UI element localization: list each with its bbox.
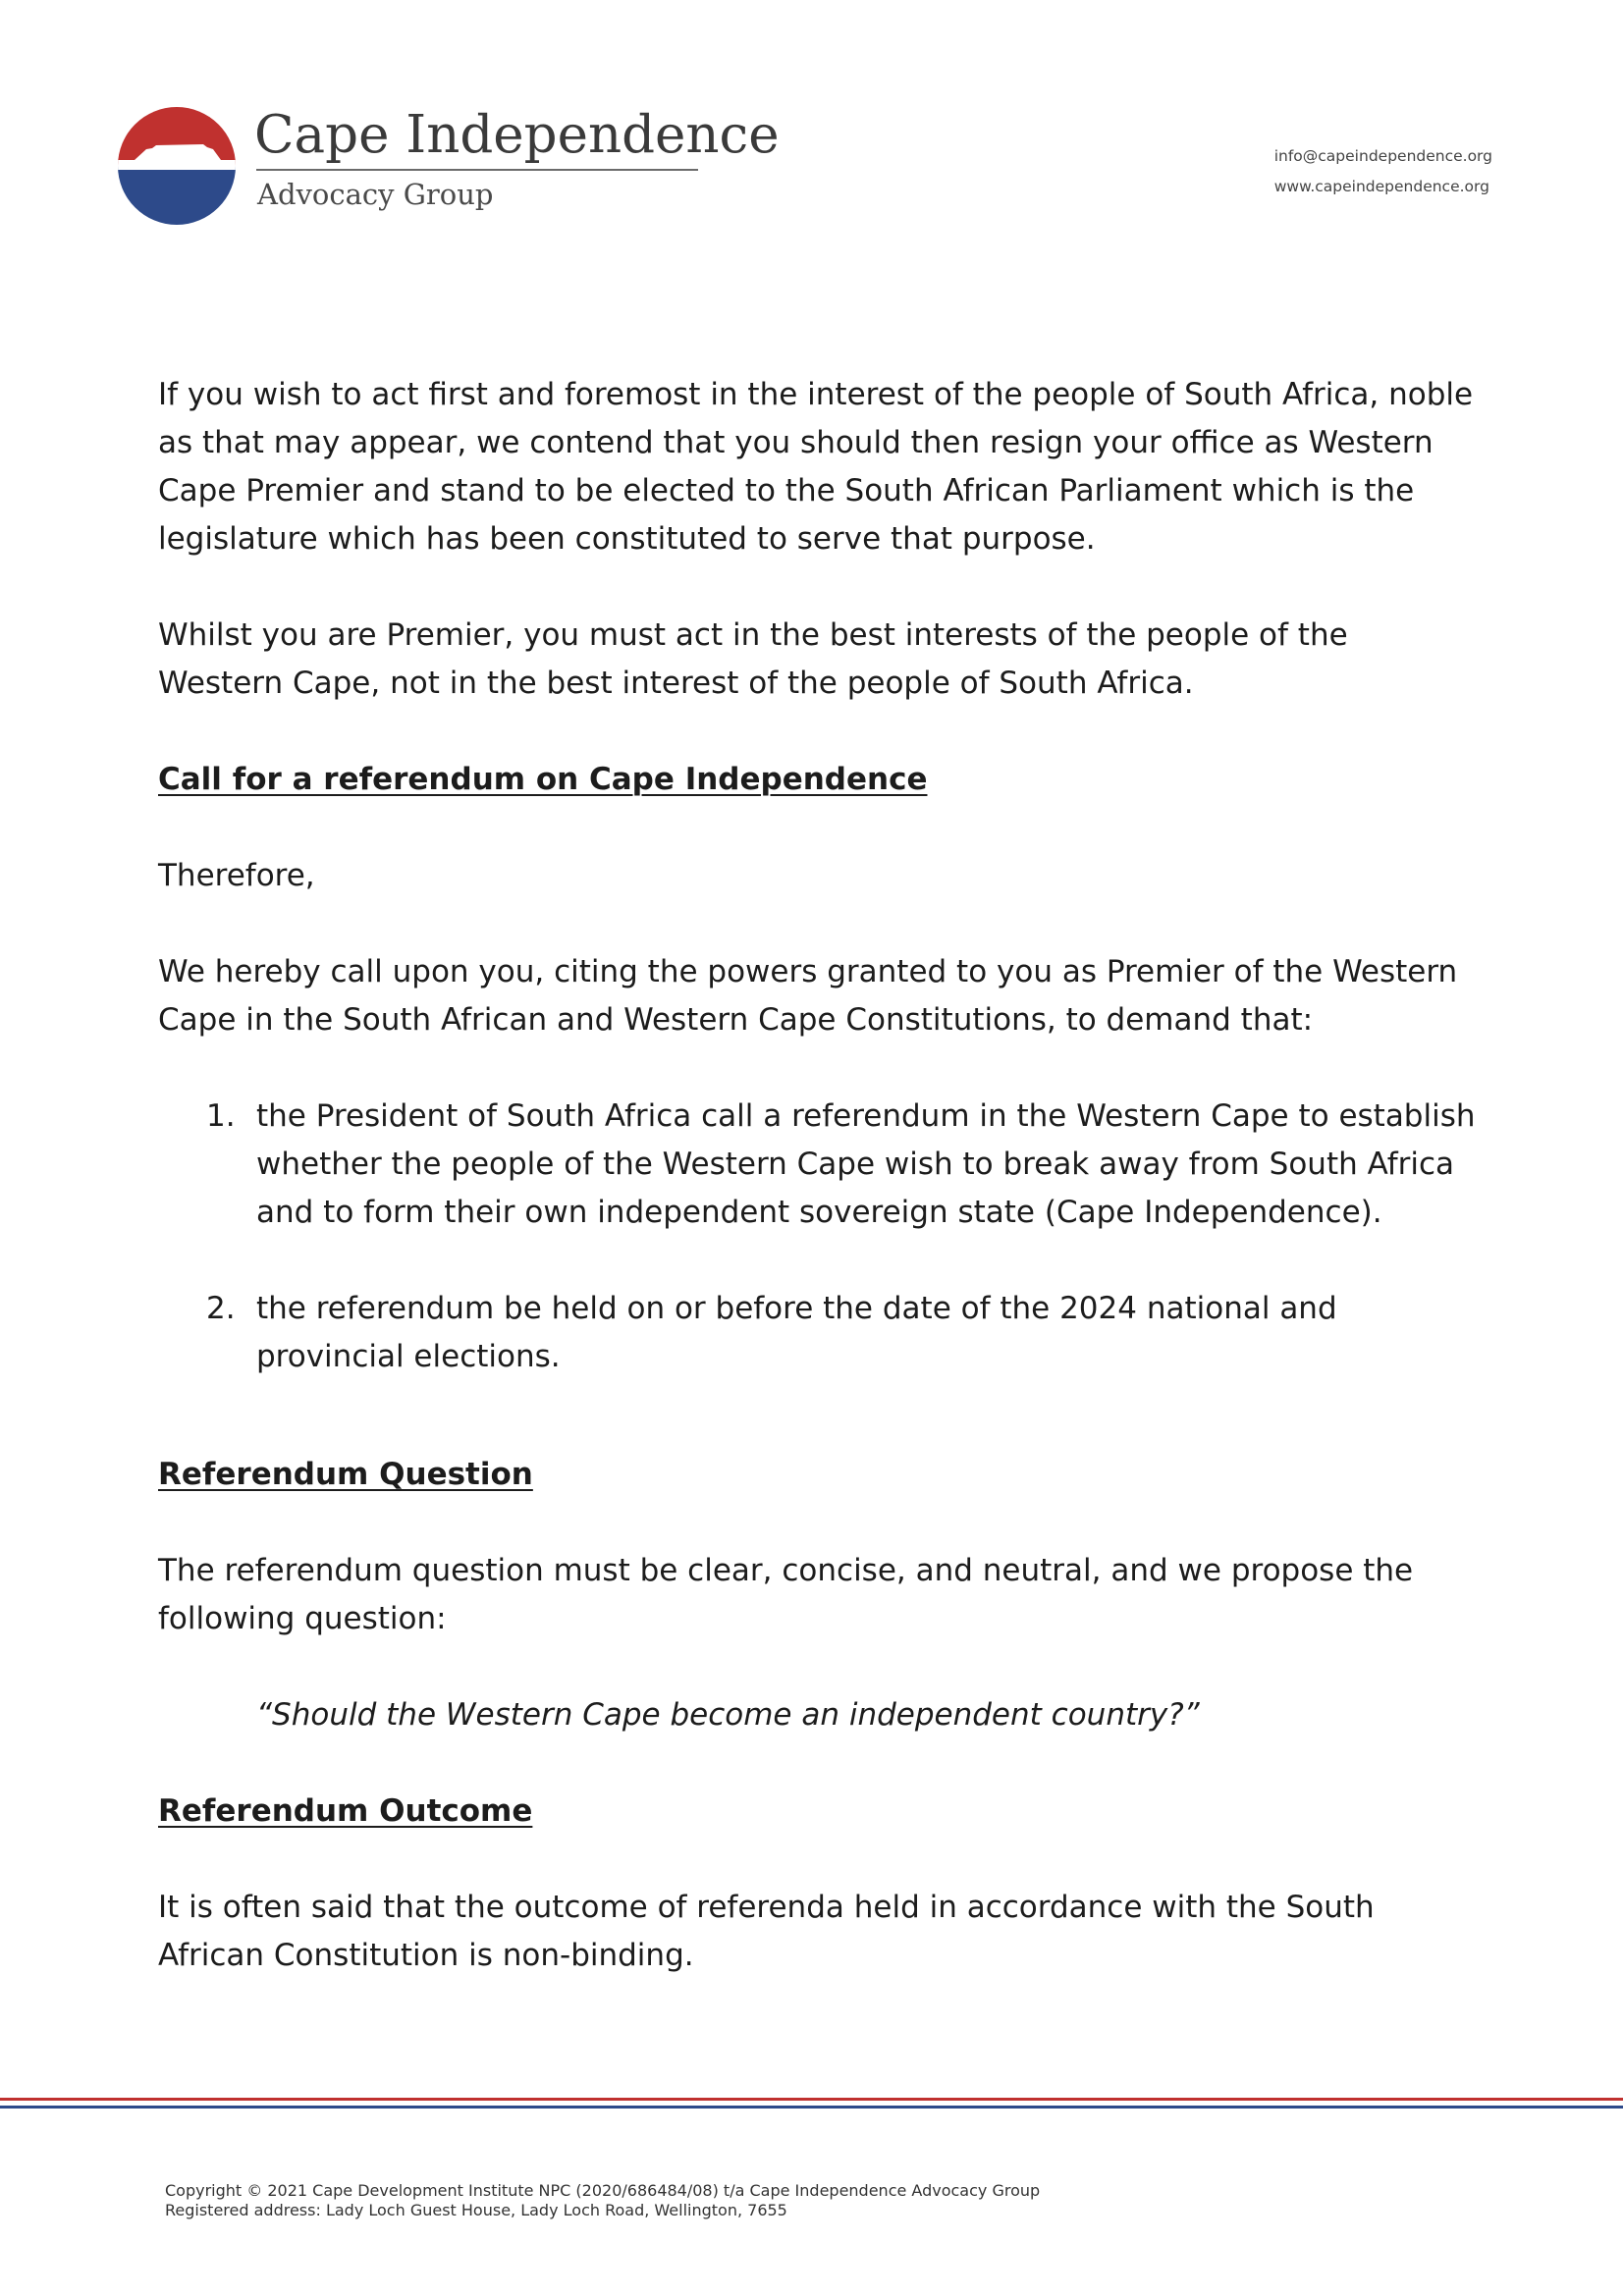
letter-body bbox=[158, 371, 1493, 1980]
paragraph-resign: If you wish to act first and foremost in the interest of the people of South Africa, noble as that may appear, we contend that you should then resign your office as Western Cape Premier and stand to be elected to the South African Parliament which is the legislature which has been constituted to serve that purpose. bbox=[158, 377, 1474, 557]
list-item-text: the President of South Africa call a referendum in the Western Cape to establish whether the people of the Western Cape wish to break away from South Africa and to form their own independent sovereign state (Cape Independence). bbox=[256, 1098, 1476, 1230]
list-item bbox=[158, 1285, 1493, 1381]
list-item bbox=[158, 1093, 1493, 1237]
list-item-number: 2. bbox=[206, 1291, 236, 1326]
footer bbox=[165, 2181, 1040, 2220]
footer-divider-blue bbox=[0, 2106, 1623, 2109]
footer-divider-red bbox=[0, 2098, 1623, 2101]
contact-website[interactable]: www.capeindependence.org bbox=[1273, 178, 1489, 195]
list-item-number: 1. bbox=[206, 1098, 236, 1134]
heading-call-referendum: Call for a referendum on Cape Independence bbox=[158, 762, 928, 797]
paragraph-call-upon: We hereby call upon you, citing the powers granted to you as Premier of the Western Cape in the South African and Western Cape Constitutions, to demand that: bbox=[158, 954, 1458, 1038]
paragraph-question-intro: The referendum question must be clear, concise, and neutral, and we propose the following question: bbox=[158, 1553, 1414, 1636]
org-subtitle: Advocacy Group bbox=[257, 178, 494, 211]
list-item-text: the referendum be held on or before the date of the 2024 national and provincial elections. bbox=[256, 1291, 1337, 1374]
header-divider bbox=[256, 169, 698, 171]
paragraph-therefore: Therefore, bbox=[158, 858, 315, 893]
footer-address: Registered address: Lady Loch Guest House, Lady Loch Road, Wellington, 7655 bbox=[165, 2201, 787, 2219]
contact-email[interactable]: info@capeindependence.org bbox=[1273, 147, 1492, 165]
logo-emblem bbox=[117, 106, 237, 226]
heading-referendum-question: Referendum Question bbox=[158, 1457, 533, 1492]
org-name: Cape Independence bbox=[254, 105, 780, 165]
referendum-question-quote: “Should the Western Cape become an independent country?” bbox=[256, 1697, 1200, 1733]
contact-info bbox=[1274, 141, 1492, 202]
heading-referendum-outcome: Referendum Outcome bbox=[158, 1793, 533, 1829]
paragraph-outcome: It is often said that the outcome of referenda held in accordance with the South African Constitution is non-binding. bbox=[158, 1890, 1375, 1973]
paragraph-premier-duty: Whilst you are Premier, you must act in the best interests of the people of the Western Cape, not in the best interest of the people of South Africa. bbox=[158, 617, 1348, 701]
footer-copyright: Copyright © 2021 Cape Development Institute NPC (2020/686484/08) t/a Cape Independence Advocacy Group bbox=[165, 2181, 1041, 2200]
